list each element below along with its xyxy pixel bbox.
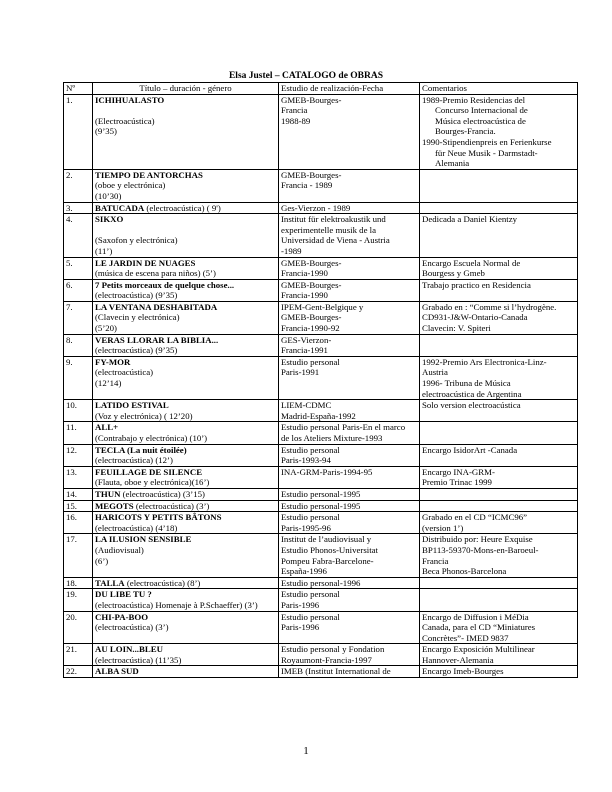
studio-date-line: Royaumont-Francia-1997 <box>281 654 372 665</box>
work-details: (Voz y electrónica) ( 12’20) <box>95 410 193 421</box>
work-title-cell <box>93 589 279 611</box>
work-title: ALBA SUD <box>95 666 139 677</box>
header-comments: Comentarios <box>420 83 578 95</box>
work-details: (música de escena para niños) (5’) <box>95 268 216 279</box>
studio-date-line: Ges-Vierzon - 1989 <box>281 202 351 213</box>
work-number: 22. <box>64 666 93 678</box>
studio-date-line: Institut für elektroakustik und <box>281 214 386 225</box>
comment-line: Alemania <box>435 158 470 169</box>
work-title-cell <box>93 202 279 214</box>
studio-date-line: Estudio personal <box>281 512 340 523</box>
work-details: (electroacústica) (11’35) <box>95 654 182 665</box>
studio-date-line: Francia-1991 <box>281 345 328 356</box>
work-title-cell <box>93 334 279 356</box>
comment-line: Encargo IsidorArt -Canada <box>422 444 518 455</box>
work-title-cell <box>93 577 279 589</box>
table-row <box>64 169 578 202</box>
work-title: TIEMPO DE ANTORCHAS <box>95 169 203 180</box>
table-row <box>64 279 578 301</box>
comment-line: Grabado en : “Comme si l’hydrogène. <box>422 301 557 312</box>
studio-date-line: Paris-1991 <box>281 367 320 378</box>
table-row <box>64 589 578 611</box>
work-title-cell <box>93 644 279 666</box>
table-row <box>64 301 578 334</box>
work-details <box>95 105 276 116</box>
table-row <box>64 202 578 214</box>
comments-cell <box>420 422 578 444</box>
studio-date-line: España-1996 <box>281 566 327 577</box>
work-title-cell <box>93 534 279 577</box>
studio-date-line: Francia <box>281 105 308 116</box>
comments-cell <box>420 169 578 202</box>
work-title: VERAS LLORAR LA BIBLIA... <box>95 334 219 345</box>
comment-line: Dedicada a Daniel Kientzy <box>422 214 518 225</box>
table-body <box>64 94 578 677</box>
studio-date-cell <box>279 512 420 534</box>
comment-line: Concurso Internacional de <box>435 105 528 116</box>
comment-line: Francia <box>422 555 449 566</box>
table-row <box>64 356 578 399</box>
studio-date-line: GMEB-Bourges- <box>281 94 342 105</box>
work-number: 6. <box>64 279 93 301</box>
work-title-cell <box>93 444 279 466</box>
work-details: (electroacústica) (9’35) <box>95 290 178 301</box>
work-number: 19. <box>64 589 93 611</box>
studio-date-cell <box>279 611 420 644</box>
studio-date-line: GES-Vierzon- <box>281 334 332 345</box>
comment-line: Encargo INA-GRM- <box>422 466 495 477</box>
table-row <box>64 577 578 589</box>
studio-date-line: -1989 <box>281 245 302 256</box>
work-details: (10’30) <box>95 190 122 201</box>
table-row <box>64 334 578 356</box>
work-title: LA VENTANA DESHABITADA <box>95 301 218 312</box>
work-title: SIKXO <box>95 214 124 225</box>
studio-date-cell <box>279 169 420 202</box>
studio-date-line: de los Ateliers Mixture-1993 <box>281 433 383 443</box>
comment-line: 1992-Premio Ars Electronica-Linz- <box>422 356 547 367</box>
work-title: ALL+ <box>95 422 119 433</box>
table-row <box>64 666 578 678</box>
work-number: 16. <box>64 512 93 534</box>
work-title-cell <box>93 466 279 488</box>
comments-cell <box>420 666 578 678</box>
table-row <box>64 512 578 534</box>
comments-cell <box>420 301 578 334</box>
work-number: 10. <box>64 400 93 422</box>
comments-cell <box>420 589 578 611</box>
studio-date-cell <box>279 500 420 512</box>
studio-date-line: Madrid-España-1992 <box>281 410 356 421</box>
work-title: FEUILLAGE DE SILENCE <box>95 466 203 477</box>
comments-cell <box>420 444 578 466</box>
work-details: (electroacústica) (3’15) <box>120 488 205 499</box>
studio-date-line: GMEB-Bourges- <box>281 257 342 268</box>
studio-date-line: Francia - 1989 <box>281 180 333 191</box>
studio-date-line: Estudio personal <box>281 444 340 455</box>
work-title-cell <box>93 169 279 202</box>
table-row <box>64 466 578 488</box>
studio-date-line: Paris-1996 <box>281 622 320 633</box>
studio-date-cell <box>279 334 420 356</box>
comment-line: für Neue Musik - Darmstadt- <box>435 147 538 158</box>
comment-line: Beca Phonos-Barcelona <box>422 566 507 577</box>
work-title: LE JARDIN DE NUAGES <box>95 257 196 268</box>
work-number: 11. <box>64 422 93 444</box>
work-details: (electroacústica) (12’) <box>95 455 173 466</box>
studio-date-line: Institut de l’audiovisual y <box>281 534 372 545</box>
comment-line: Grabado en el CD “ICMC96” <box>422 512 528 523</box>
table-row <box>64 257 578 279</box>
studio-date-cell <box>279 301 420 334</box>
studio-date-line: Francia-1990 <box>281 290 328 301</box>
work-title: MEGOTS <box>95 500 134 511</box>
work-title-cell <box>93 422 279 444</box>
work-number: 3. <box>64 202 93 214</box>
work-title: THUN <box>95 488 121 499</box>
work-details: (electroacústica) <box>95 367 154 378</box>
comments-cell <box>420 400 578 422</box>
studio-date-cell <box>279 422 420 444</box>
comment-line: Premio Trinac 1999 <box>422 477 492 488</box>
comment-line: 1990-Stipendienpreis en Ferienkurse <box>422 136 552 147</box>
studio-date-cell <box>279 279 420 301</box>
work-number: 12. <box>64 444 93 466</box>
studio-date-line: Francia-1990 <box>281 268 328 279</box>
table-row <box>64 644 578 666</box>
comment-line: Encargo Exposición Multilinear <box>422 644 535 655</box>
studio-date-line: Estudio personal Paris-En el marco <box>281 422 406 433</box>
work-title-cell <box>93 279 279 301</box>
work-details: (electroacústica) (8’) <box>124 577 201 588</box>
comments-cell <box>420 279 578 301</box>
work-number: 15. <box>64 500 93 512</box>
comment-line: Música electroacústica de <box>435 115 526 126</box>
work-number: 1. <box>64 94 93 169</box>
work-number: 13. <box>64 466 93 488</box>
work-details: (Saxofon y electrónica) <box>95 235 178 246</box>
table-row <box>64 488 578 500</box>
work-title: CHI-PA-BOO <box>95 611 149 622</box>
comment-line: 1989-Premio Residencias del <box>422 94 526 105</box>
studio-date-cell <box>279 644 420 666</box>
studio-date-cell <box>279 202 420 214</box>
work-number: 2. <box>64 169 93 202</box>
comment-line: Bourgess y Gmeb <box>422 268 485 279</box>
comments-cell <box>420 466 578 488</box>
comments-cell <box>420 500 578 512</box>
studio-date-line: IPEM-Gent-Belgique y <box>281 301 364 312</box>
work-title-cell <box>93 356 279 399</box>
work-details: (Audiovisual) <box>95 544 144 555</box>
comment-line: (version 1’) <box>422 522 464 533</box>
studio-date-line: GMEB-Bourges- <box>281 312 342 323</box>
comment-line: Solo version electroacústica <box>422 400 521 411</box>
work-title-cell <box>93 94 279 169</box>
work-title: ICHIHUALASTO <box>95 94 165 105</box>
studio-date-cell <box>279 589 420 611</box>
work-details: (electroacústica) (3’) <box>95 622 169 633</box>
table-row <box>64 214 578 257</box>
work-number: 18. <box>64 577 93 589</box>
work-details: (electroacústica) Homenaje à P.Schaeffer) (3’) <box>95 599 258 610</box>
work-title-cell <box>93 488 279 500</box>
comment-line: Austria <box>422 367 448 378</box>
comment-line: Clavecin: V. Spiteri <box>422 323 491 334</box>
work-details: (electroacústica) (4’18) <box>95 522 178 533</box>
studio-date-cell <box>279 94 420 169</box>
comments-cell <box>420 202 578 214</box>
work-details: (Flauta, oboe y electrónica)(16’) <box>95 477 210 488</box>
studio-date-line: IMEB (Institut International de <box>281 666 391 677</box>
work-title-cell <box>93 500 279 512</box>
work-number: 7. <box>64 301 93 334</box>
work-title-cell <box>93 214 279 257</box>
work-title-cell <box>93 611 279 644</box>
work-title-cell <box>93 666 279 678</box>
work-title-cell <box>93 512 279 534</box>
comments-cell <box>420 644 578 666</box>
work-details: (9’35) <box>95 126 117 137</box>
studio-date-line: LIEM-CDMC <box>281 400 332 411</box>
comment-line: BP113-59370-Mons-en-Baroeul- <box>422 544 539 555</box>
studio-date-line: Estudio personal <box>281 611 340 622</box>
studio-date-line: experimentelle musik de la <box>281 224 377 235</box>
work-number: 14. <box>64 488 93 500</box>
table-row <box>64 400 578 422</box>
comment-line: Trabajo practico en Residencia <box>422 279 531 290</box>
work-title-cell <box>93 257 279 279</box>
studio-date-cell <box>279 534 420 577</box>
studio-date-line: Estudio personal-1995 <box>281 488 361 499</box>
studio-date-line: Paris-1995-96 <box>281 522 331 533</box>
header-number: Nº <box>64 83 93 95</box>
studio-date-cell <box>279 466 420 488</box>
studio-date-line: Paris-1993-94 <box>281 455 331 466</box>
work-title: LA ILUSION SENSIBLE <box>95 534 192 545</box>
comments-cell <box>420 94 578 169</box>
studio-date-cell <box>279 444 420 466</box>
work-details: (Clavecin y electrónica) <box>95 312 180 323</box>
work-title: 7 Petits morceaux de quelque chose... <box>95 279 235 290</box>
work-title: DU LIBE TU ? <box>95 589 152 600</box>
studio-date-cell <box>279 400 420 422</box>
table-row <box>64 500 578 512</box>
catalog-title: Elsa Justel – CATALOGO de OBRAS <box>228 71 384 81</box>
page-number: 1 <box>303 745 309 757</box>
comment-line: electroacústica de Argentina <box>422 388 522 399</box>
work-number: 20. <box>64 611 93 644</box>
work-details: (Contrabajo y electrónica) (10’) <box>95 433 208 443</box>
table-row <box>64 422 578 444</box>
studio-date-line: Estudio Phonos-Universitat <box>281 544 379 555</box>
work-title-cell <box>93 400 279 422</box>
comments-cell <box>420 257 578 279</box>
work-number: 4. <box>64 214 93 257</box>
comment-line: Concrètes”- IMED 9837 <box>422 632 509 643</box>
header-title: Título – duración - género <box>93 83 279 95</box>
studio-date-line: Estudio personal y Fondation <box>281 644 385 655</box>
comments-cell <box>420 611 578 644</box>
comment-line: 1996- Tribuna de Música <box>422 378 511 389</box>
catalog-table <box>63 82 578 678</box>
comment-line: CD931-J&W-Ontario-Canada <box>422 312 528 323</box>
table-row <box>64 611 578 644</box>
work-details <box>95 225 276 236</box>
comments-cell <box>420 356 578 399</box>
comment-line: Canada, para el CD “Miniatures <box>422 622 536 633</box>
studio-date-line: Universidad de Viena - Austria <box>281 235 390 246</box>
work-title: FY-MOR <box>95 356 131 367</box>
studio-date-cell <box>279 356 420 399</box>
work-title: BATUCADA <box>95 202 145 213</box>
studio-date-cell <box>279 257 420 279</box>
studio-date-cell <box>279 666 420 678</box>
work-details: (electroacústica) (3’) <box>133 500 210 511</box>
comment-line: Bourges-Francia. <box>435 126 496 137</box>
work-title: AU LOIN...BLEU <box>95 644 163 655</box>
comments-cell <box>420 214 578 257</box>
work-details: (12’14) <box>95 378 122 389</box>
work-title-cell <box>93 301 279 334</box>
studio-date-line: GMEB-Bourges- <box>281 279 342 290</box>
work-number: 21. <box>64 644 93 666</box>
studio-date-cell <box>279 214 420 257</box>
studio-date-cell <box>279 577 420 589</box>
table-header-row <box>64 83 578 95</box>
studio-date-line: Estudio personal <box>281 589 340 600</box>
work-number: 9. <box>64 356 93 399</box>
work-title: TALLA <box>95 577 125 588</box>
comment-line: Encargo Imeb-Bourges <box>422 666 504 677</box>
work-details: (5’20) <box>95 323 117 334</box>
studio-date-line: GMEB-Bourges- <box>281 169 342 180</box>
table-row <box>64 444 578 466</box>
studio-date-line: Estudio personal <box>281 356 340 367</box>
comment-line: Encargo de Diffusion i MéDia <box>422 611 529 622</box>
work-details: (Electroacústica) <box>95 115 155 126</box>
work-details: (11’) <box>95 245 113 256</box>
work-number: 17. <box>64 534 93 577</box>
work-details: (electroacústica) ( 9') <box>144 202 221 213</box>
work-number: 8. <box>64 334 93 356</box>
comments-cell <box>420 512 578 534</box>
work-number: 5. <box>64 257 93 279</box>
studio-date-line: Pompeu Fabra-Barcelone- <box>281 555 374 566</box>
comment-line: Distribuido por: Heure Exquise <box>422 534 533 545</box>
studio-date-cell <box>279 488 420 500</box>
studio-date-line: INA-GRM-Paris-1994-95 <box>281 466 373 477</box>
comments-cell <box>420 334 578 356</box>
comments-cell <box>420 534 578 577</box>
work-title: HARICOTS Y PETITS BÂTONS <box>95 512 222 523</box>
work-title: LATIDO ESTIVAL <box>95 400 169 411</box>
studio-date-line: Estudio personal-1995 <box>281 500 361 511</box>
table-row <box>64 534 578 577</box>
comments-cell <box>420 577 578 589</box>
header-studio: Estudio de realización-Fecha <box>279 83 420 95</box>
studio-date-line: 1988-89 <box>281 115 311 126</box>
work-details: (electroacústica) (9’35) <box>95 345 178 356</box>
comment-line: Hannover-Alemania <box>422 654 494 665</box>
work-title: TECLA (La nuit étoilée) <box>95 444 187 455</box>
studio-date-line: Estudio personal-1996 <box>281 577 361 588</box>
comments-cell <box>420 488 578 500</box>
studio-date-line: Francia-1990-92 <box>281 323 340 334</box>
comment-line: Encargo Escuela Normal de <box>422 257 521 268</box>
work-details: (oboe y electrónica) <box>95 180 166 191</box>
studio-date-line: Paris-1996 <box>281 599 320 610</box>
table-row <box>64 94 578 169</box>
work-details: (6’) <box>95 555 109 566</box>
